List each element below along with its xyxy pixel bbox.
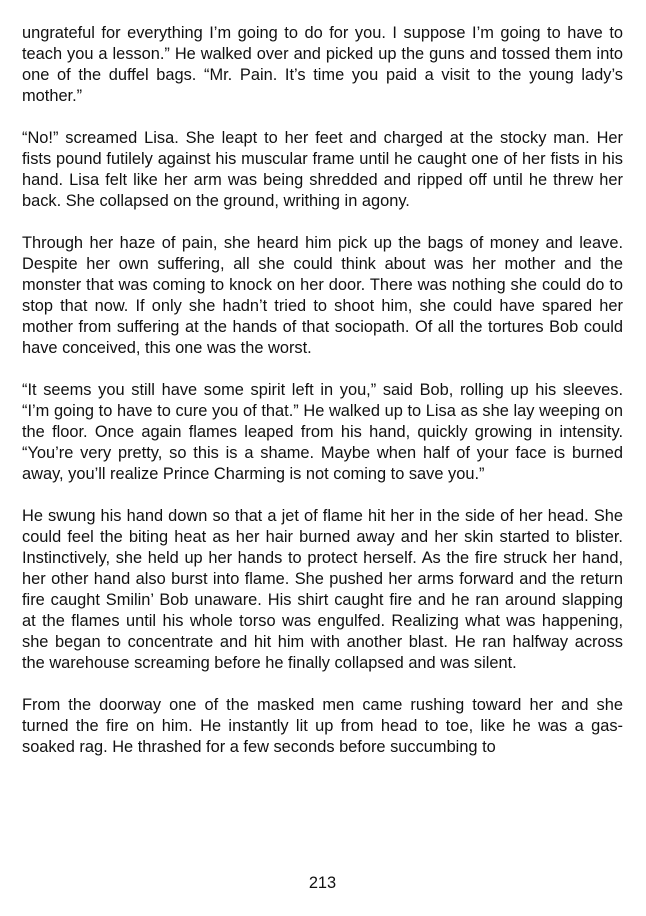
paragraph: Through her haze of pain, she heard him pick up the bags of money and leave. Despite her own suffering, all she could think about was her mother and the monster that was coming to knock on her door. There was nothing she could do to stop that now. If only she hadn’t tried to shoot him, she could have spared her mother from suffering at the hands of that sociopath. Of all the tortures Bob could have conceived, this one was the worst. (22, 234, 623, 357)
paragraph: From the doorway one of the masked men came rushing toward her and she turned the fire on him. He instantly lit up from head to toe, like he was a gas-soaked rag. He thrashed for a few seconds before succumbing to (22, 696, 623, 756)
book-page (22, 0, 623, 916)
body-text (22, 0, 623, 758)
page-number: 213 (308, 874, 337, 892)
paragraph: ungrateful for everything I’m going to do for you. I suppose I’m going to have to teach you a lesson.” He walked over and picked up the guns and tossed them into one of the duffel bags. “Mr. Pain. It’s time you paid a visit to the young lady’s mother.” (22, 24, 623, 105)
paragraph: He swung his hand down so that a jet of flame hit her in the side of her head. She could feel the biting heat as her hair burned away and her skin started to blister. Instinctively, she held up her hands to protect herself. As the fire struck her hand, her other hand also burst into flame. She pushed her arms forward and the return fire caught Smilin’ Bob unaware. His shirt caught fire and he ran around slapping at the flames until his whole torso was engulfed. Realizing what was happening, she began to concentrate and hit him with another blast. He ran halfway across the warehouse screaming before he finally collapsed and was silent. (22, 507, 623, 672)
paragraph: “No!” screamed Lisa. She leapt to her feet and charged at the stocky man. Her fists pound futilely against his muscular frame until he caught one of her fists in his hand. Lisa felt like her arm was being shredded and ripped off until he threw her back. She collapsed on the ground, writhing in agony. (22, 129, 623, 210)
paragraph: “It seems you still have some spirit left in you,” said Bob, rolling up his sleeves. “I’m going to have to cure you of that.” He walked up to Lisa as she lay weeping on the floor. Once again flames leaped from his hand, quickly growing in intensity. “You’re very pretty, so this is a shame. Maybe when half of your face is burned away, you’ll realize Prince Charming is not coming to save you.” (22, 381, 623, 483)
